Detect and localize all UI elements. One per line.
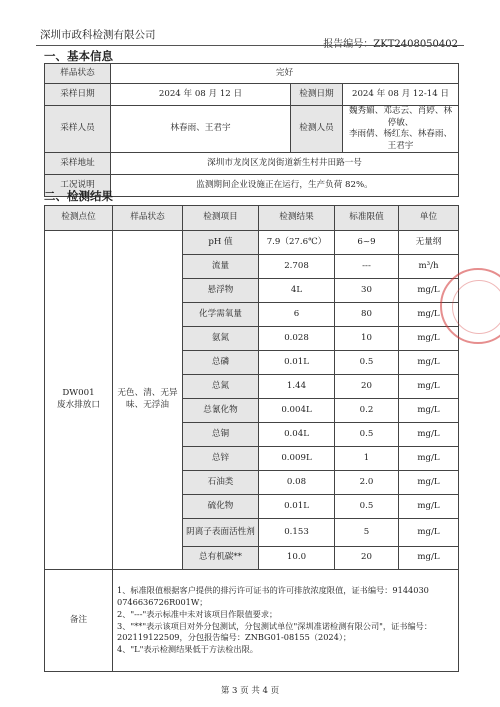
result-cell: 0.004L — [259, 399, 335, 423]
item-cell: 化学需氧量 — [183, 303, 259, 327]
site-value: 深圳市龙岗区龙岗街道新生村井田路一号 — [111, 153, 459, 175]
test-date-label: 检测日期 — [291, 84, 343, 106]
remarks-label: 备注 — [45, 570, 113, 672]
col-header-unit: 单位 — [399, 206, 459, 231]
tester-value — [343, 106, 459, 153]
unit-cell: mg/L — [399, 495, 459, 519]
result-cell: 0.01L — [259, 495, 335, 519]
limit-cell: 80 — [335, 303, 399, 327]
result-cell: 7.9（27.6℃） — [259, 231, 335, 255]
unit-cell: 无量纲 — [399, 231, 459, 255]
results-table — [44, 205, 459, 672]
sample-appearance — [113, 231, 183, 570]
remarks-row — [45, 570, 459, 672]
item-cell: pH 值 — [183, 231, 259, 255]
sampler-value: 林春雨、王君宇 — [111, 106, 291, 153]
col-header-state: 样品状态 — [113, 206, 183, 231]
item-cell: 阴离子表面活性剂 — [183, 519, 259, 547]
result-cell: 10.0 — [259, 547, 335, 570]
result-cell: 0.04L — [259, 423, 335, 447]
sampling-date-label: 采样日期 — [45, 84, 111, 106]
item-cell: 流量 — [183, 255, 259, 279]
condition-label: 工况说明 — [45, 175, 111, 197]
tester-label: 检测人员 — [291, 106, 343, 153]
sampler-label: 采样人员 — [45, 106, 111, 153]
unit-cell: mg/L — [399, 327, 459, 351]
limit-cell: 20 — [335, 547, 399, 570]
point-code: DW001 — [62, 388, 95, 399]
sample-appearance-line-1: 无色、清、无异 — [117, 388, 178, 399]
result-cell: 0.009L — [259, 447, 335, 471]
page-number: 第 3 页 共 4 页 — [220, 686, 280, 696]
sample-appearance-line-2: 味、无浮油 — [126, 400, 169, 410]
unit-cell: mg/L — [399, 351, 459, 375]
col-header-point: 检测点位 — [45, 206, 113, 231]
col-header-limit: 标准限值 — [335, 206, 399, 231]
result-cell: 1.44 — [259, 375, 335, 399]
limit-cell: 0.5 — [335, 351, 399, 375]
result-cell: 4L — [259, 279, 335, 303]
section-title-results: 二、检测结果 — [44, 189, 113, 203]
table-row — [45, 231, 459, 255]
remark-line: 2、"---"表示标准中未对该项目作限值要求； — [117, 608, 278, 619]
result-cell: 0.153 — [259, 519, 335, 547]
remark-line: 1、标准限值根据客户提供的排污许可证书的许可排放浓度限值，证书编号：9144030 0746636726R001W； — [117, 584, 429, 607]
limit-cell: 0.5 — [335, 423, 399, 447]
limit-cell: 0.5 — [335, 495, 399, 519]
limit-cell: 10 — [335, 327, 399, 351]
remarks-content — [113, 570, 459, 672]
limit-cell: 20 — [335, 375, 399, 399]
result-cell: 6 — [259, 303, 335, 327]
limit-cell: --- — [335, 255, 399, 279]
unit-cell: mg/L — [399, 471, 459, 495]
remark-line: 4、"L"表示检测结果低于方法检出限。 — [117, 644, 258, 655]
monitoring-point — [45, 231, 113, 570]
item-cell: 总有机碳** — [183, 547, 259, 570]
item-cell: 硫化物 — [183, 495, 259, 519]
sample-state-value: 完好 — [111, 64, 459, 84]
unit-cell: m³/h — [399, 255, 459, 279]
official-seal-inner-ring — [452, 280, 500, 334]
site-label: 采样地址 — [45, 153, 111, 175]
report-number: 报告编号：ZKT2408050402 — [323, 39, 458, 50]
unit-cell: mg/L — [399, 399, 459, 423]
basic-info-table — [44, 63, 459, 197]
item-cell: 总铜 — [183, 423, 259, 447]
limit-cell: 5 — [335, 519, 399, 547]
item-cell: 氨氮 — [183, 327, 259, 351]
unit-cell: mg/L — [399, 447, 459, 471]
remark-line: 3、"**"表示该项目对外分包测试，分包测试单位"深圳准诺检测有限公司"，证书编号：202119122509，分包报告编号：ZNBG01-08155（2024）； — [117, 620, 433, 643]
section-title-basic: 一、基本信息 — [44, 49, 113, 63]
result-cell: 0.08 — [259, 471, 335, 495]
result-cell: 0.028 — [259, 327, 335, 351]
unit-cell: mg/L — [399, 279, 459, 303]
limit-cell: 30 — [335, 279, 399, 303]
unit-cell: mg/L — [399, 375, 459, 399]
limit-cell: 2.0 — [335, 471, 399, 495]
test-date-value: 2024 年 08 月 12-14 日 — [343, 84, 459, 106]
unit-cell: mg/L — [399, 547, 459, 570]
col-header-item: 检测项目 — [183, 206, 259, 231]
item-cell: 石油类 — [183, 471, 259, 495]
company-name: 深圳市政科检测有限公司 — [40, 29, 156, 41]
item-cell: 总锌 — [183, 447, 259, 471]
result-cell: 0.01L — [259, 351, 335, 375]
limit-cell: 1 — [335, 447, 399, 471]
result-cell: 2.708 — [259, 255, 335, 279]
limit-cell: 6~9 — [335, 231, 399, 255]
unit-cell: mg/L — [399, 303, 459, 327]
col-header-result: 检测结果 — [259, 206, 335, 231]
tester-value-line-1: 魏秀媚、邓志云、肖婷、林停敏、 — [348, 106, 453, 128]
sample-state-label: 样品状态 — [45, 64, 111, 84]
condition-value: 监测期间企业设施正在运行，生产负荷 82%。 — [111, 175, 459, 197]
item-cell: 总氮 — [183, 375, 259, 399]
point-description: 废水排放口 — [57, 400, 100, 410]
item-cell: 总氰化物 — [183, 399, 259, 423]
results-header-row — [45, 206, 459, 231]
tester-value-line-2: 李雨倩、杨红东、林春雨、王君宇 — [348, 129, 453, 151]
unit-cell: mg/L — [399, 519, 459, 547]
header-divider — [36, 45, 464, 46]
limit-cell: 0.2 — [335, 399, 399, 423]
unit-cell: mg/L — [399, 423, 459, 447]
sampling-date-value: 2024 年 08 月 12 日 — [111, 84, 291, 106]
item-cell: 总磷 — [183, 351, 259, 375]
item-cell: 悬浮物 — [183, 279, 259, 303]
